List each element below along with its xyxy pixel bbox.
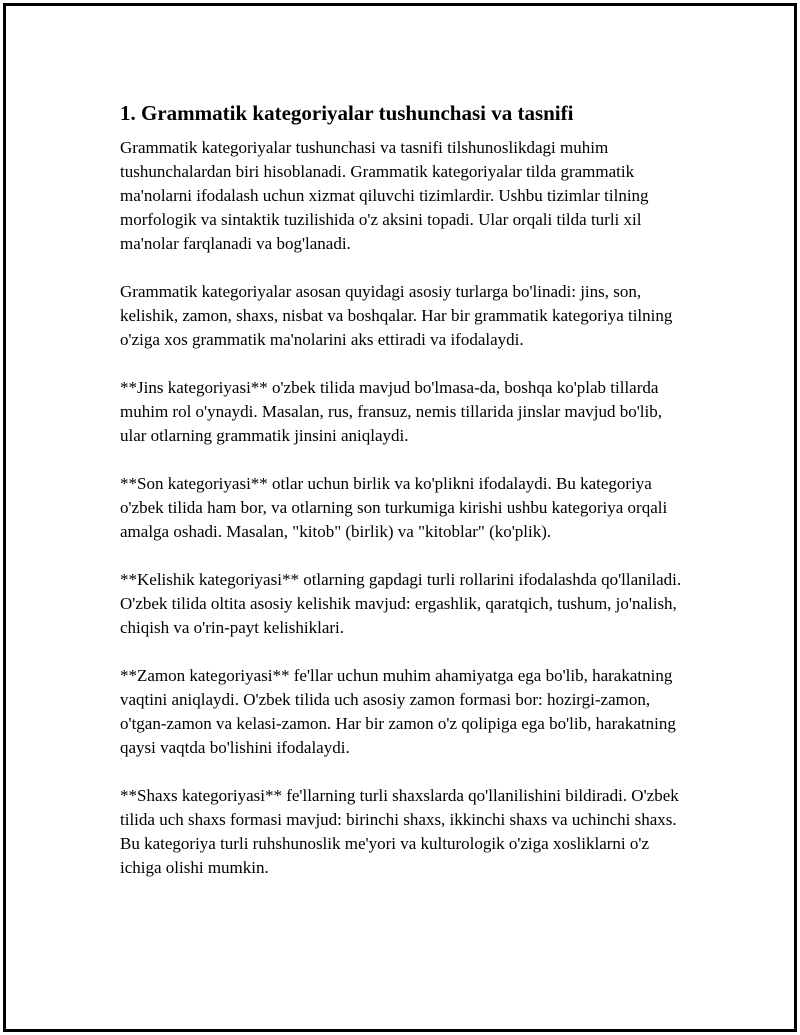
paragraph-zamon: **Zamon kategoriyasi** fe'llar uchun muhim ahamiyatga ega bo'lib, harakatning vaqtini aniqlaydi. O'zbek tilida uch asosiy zamon formasi bor: hozirgi-zamon, o'tgan-zamon va kelasi-zamon. Har bir zamon o'z qolipiga ega bo'lib, harakatning qaysi vaqtda bo'lishini ifodalaydi. xyxy=(120,666,676,757)
paragraph-shaxs: **Shaxs kategoriyasi** fe'llarning turli shaxslarda qo'llanilishini bildiradi. O'zbek tilida uch shaxs formasi mavjud: birinchi shaxs, ikkinchi shaxs va uchinchi shaxs. Bu kategoriya turli ruhshunoslik me'yori va kulturologik o'ziga xosliklarni o'z ichiga olishi mumkin. xyxy=(120,786,679,877)
paragraph-types: Grammatik kategoriyalar asosan quyidagi asosiy turlarga bo'linadi: jins, son, kelishik, zamon, shaxs, nisbat va boshqalar. Har bir grammatik kategoriya tilning o'ziga xos grammatik ma'nolarini aks ettiradi va ifodalaydi. xyxy=(120,282,673,349)
document-body xyxy=(120,100,690,904)
paragraph-son: **Son kategoriyasi** otlar uchun birlik va ko'plikni ifodalaydi. Bu kategoriya o'zbek tilida ham bor, va otlarning son turkumiga kirishi ushbu kategoriya orqali amalga oshadi. Masalan, "kitob" (birlik) va "kitoblar" (ko'plik). xyxy=(120,474,668,541)
paragraph-jins: **Jins kategoriyasi** o'zbek tilida mavjud bo'lmasa-da, boshqa ko'plab tillarda muhim rol o'ynaydi. Masalan, rus, fransuz, nemis tillarida jinslar mavjud bo'lib, ular otlarning grammatik jinsini aniqlaydi. xyxy=(120,378,662,445)
page-frame xyxy=(3,3,797,1032)
paragraph-intro: Grammatik kategoriyalar tushunchasi va tasnifi tilshunoslikdagi muhim tushunchalardan biri hisoblanadi. Grammatik kategoriyalar tilda grammatik ma'nolarni ifodalash uchun xizmat qiluvchi tizimlardir. Ushbu tizimlar tilning morfologik va sintaktik tuzilishida o'z aksini topadi. Ular orqali tilda turli xil ma'nolar farqlanadi va bog'lanadi. xyxy=(120,138,649,253)
section-heading: 1. Grammatik kategoriyalar tushunchasi va tasnifi xyxy=(120,101,574,125)
paragraph-kelishik: **Kelishik kategoriyasi** otlarning gapdagi turli rollarini ifodalashda qo'llaniladi. O'zbek tilida oltita asosiy kelishik mavjud: ergashlik, qaratqich, tushum, jo'nalish, chiqish va o'rin-payt kelishiklari. xyxy=(120,570,682,637)
